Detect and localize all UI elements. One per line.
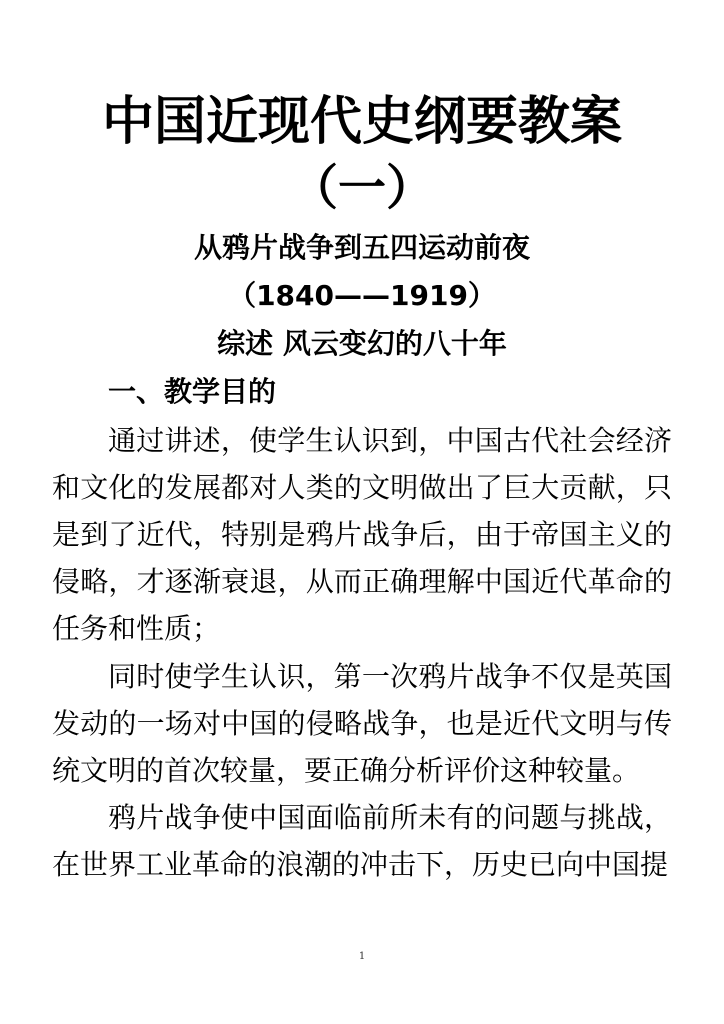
part-number: （一） <box>289 160 434 216</box>
paragraph: 通过讲述，使学生认识到，中国古代社会经济和文化的发展都对人类的文明做出了巨大贡献，只是到了近代，特别是鸦片战争后，由于帝国主义的侵略，才逐渐衰退，从而正确理解中国近代革命的任务和性质； <box>52 424 672 645</box>
section-heading: 一、教学目的 <box>108 375 277 408</box>
paragraph: 鸦片战争使中国面临前所未有的问题与挑战，在世界工业革命的浪潮的冲击下，历史已向中国提 <box>52 801 672 881</box>
page-number: 1 <box>358 951 366 962</box>
document-title: 中国近现代史纲要教案 <box>101 92 622 152</box>
years-heading: （1840——1919） <box>228 279 496 312</box>
period-heading: 从鸦片战争到五四运动前夜 <box>193 231 530 264</box>
summary-heading: 综述 风云变幻的八十年 <box>217 327 507 360</box>
paragraph: 同时使学生认识，第一次鸦片战争不仅是英国发动的一场对中国的侵略战争，也是近代文明与传统文明的首次较量，要正确分析评价这种较量。 <box>52 660 672 787</box>
